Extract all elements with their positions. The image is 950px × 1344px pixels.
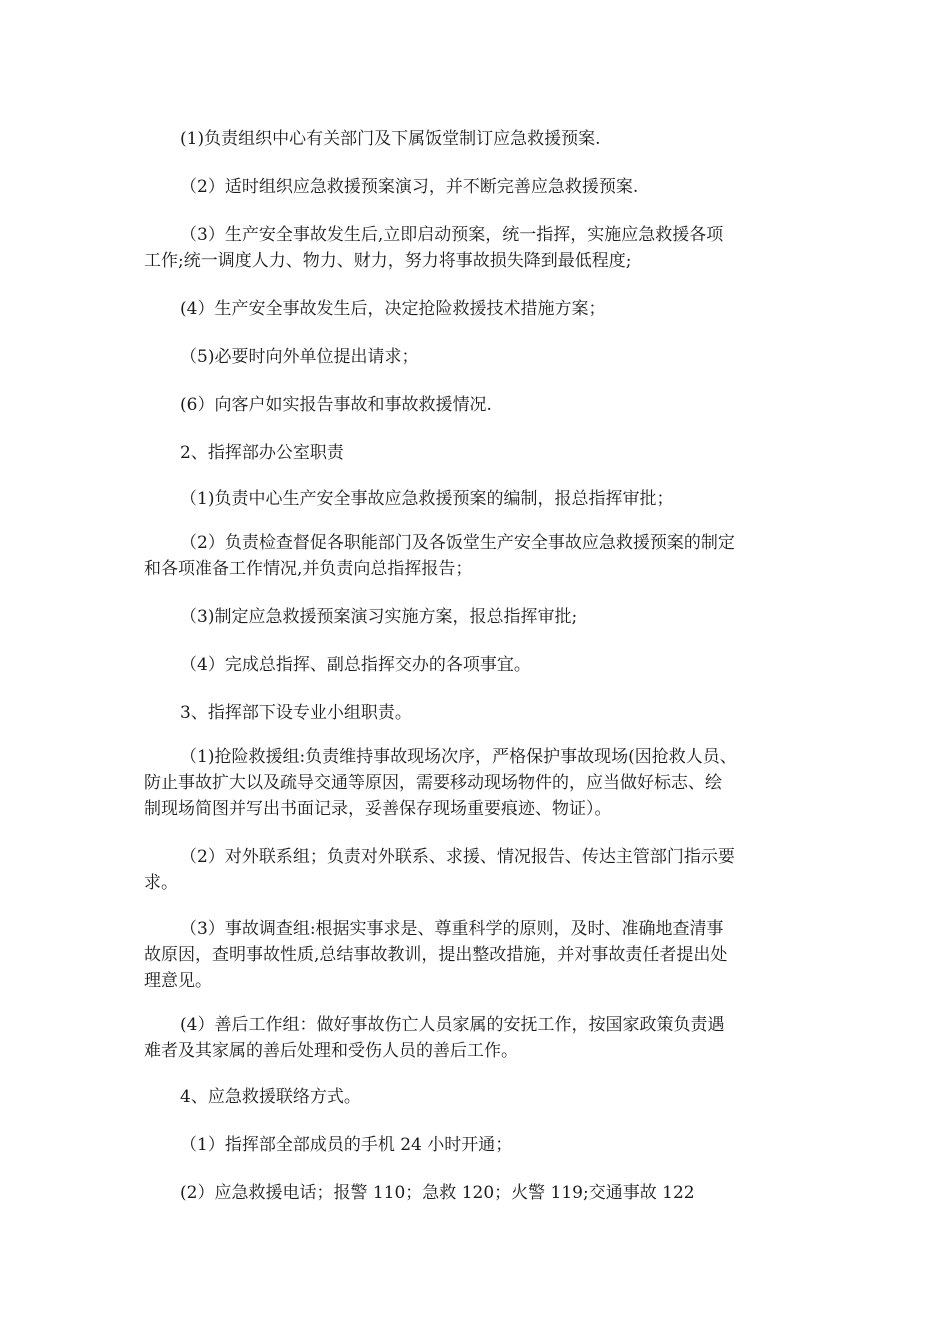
paragraph-line: 故原因，查明事故性质,总结事故教训，提出整改措施，并对事故责任者提出处 [144, 945, 728, 965]
paragraph-3 [144, 222, 812, 274]
paragraph-12 [144, 700, 812, 726]
paragraph-line: （1)负责中心生产安全事故应急救援预案的编制，报总指挥审批； [180, 489, 674, 509]
paragraph-10 [144, 604, 812, 630]
paragraph-line: （1）指挥部全部成员的手机 24 小时开通； [180, 1135, 513, 1155]
paragraph-19 [144, 1180, 812, 1206]
paragraph-13 [144, 744, 812, 822]
paragraph-6 [144, 392, 812, 418]
paragraph-line: (4）善后工作组：做好事故伤亡人员家属的安抚工作，按国家政策负责遇 [180, 1015, 725, 1035]
paragraph-line: （3)制定应急救援预案演习实施方案，报总指挥审批; [180, 607, 578, 627]
paragraph-line: 和各项准备工作情况,并负责向总指挥报告； [144, 559, 473, 579]
paragraph-line: (1)负责组织中心有关部门及下属饭堂制订应急救援预案. [180, 129, 601, 149]
paragraph-5 [144, 344, 812, 370]
paragraph-4 [144, 296, 812, 322]
paragraph-line: （2）对外联系组；负责对外联系、求援、情况报告、传达主管部门指示要 [180, 847, 735, 867]
paragraph-line: （5)必要时向外单位提出请求； [180, 347, 419, 367]
paragraph-9 [144, 530, 812, 582]
paragraph-17 [144, 1084, 812, 1110]
paragraph-line: (2）应急救援电话；报警 110；急救 120；火警 119;交通事故 122 [180, 1183, 695, 1203]
paragraph-8 [144, 486, 812, 512]
paragraph-line: （2）负责检查督促各职能部门及各饭堂生产安全事故应急救援预案的制定 [180, 533, 735, 553]
paragraph-11 [144, 652, 812, 678]
paragraph-line: 理意见。 [144, 971, 212, 991]
paragraph-line: 2、指挥部办公室职责 [180, 443, 344, 463]
paragraph-14 [144, 844, 812, 896]
paragraph-line: （3）生产安全事故发生后,立即启动预案，统一指挥，实施应急救援各项 [180, 225, 724, 245]
paragraph-line: 求。 [144, 873, 178, 893]
paragraph-line: 工作;统一调度人力、物力、财力，努力将事故损失降到最低程度; [144, 251, 632, 271]
paragraph-18 [144, 1132, 812, 1158]
paragraph-line: （3）事故调查组:根据实事求是、尊重科学的原则，及时、准确地查清事 [180, 919, 724, 939]
paragraph-line: (4）生产安全事故发生后，决定抢险救援技术措施方案； [180, 299, 606, 319]
paragraph-2 [144, 174, 812, 200]
paragraph-1 [144, 126, 812, 152]
paragraph-line: 4、应急救援联络方式。 [180, 1087, 361, 1107]
paragraph-line: 制现场简图并写出书面记录，妥善保存现场重要痕迹、物证）。 [144, 799, 612, 819]
paragraph-16 [144, 1012, 812, 1064]
paragraph-7 [144, 440, 812, 466]
paragraph-line: 防止事故扩大以及疏导交通等原因，需要移动现场物件的，应当做好标志、绘 [144, 773, 722, 793]
paragraph-line: (6）向客户如实报告事故和事故救援情况. [180, 395, 492, 415]
paragraph-line: 3、指挥部下设专业小组职责。 [180, 703, 412, 723]
paragraph-line: 难者及其家属的善后处理和受伤人员的善后工作。 [144, 1041, 518, 1061]
paragraph-15 [144, 916, 812, 994]
paragraph-line: （2）适时组织应急救援预案演习，并不断完善应急救援预案. [180, 177, 639, 197]
paragraph-line: （4）完成总指挥、副总指挥交办的各项事宜。 [180, 655, 531, 675]
paragraph-line: （1)抢险救援组:负责维持事故现场次序，严格保护事故现场(因抢救人员、 [180, 747, 737, 767]
